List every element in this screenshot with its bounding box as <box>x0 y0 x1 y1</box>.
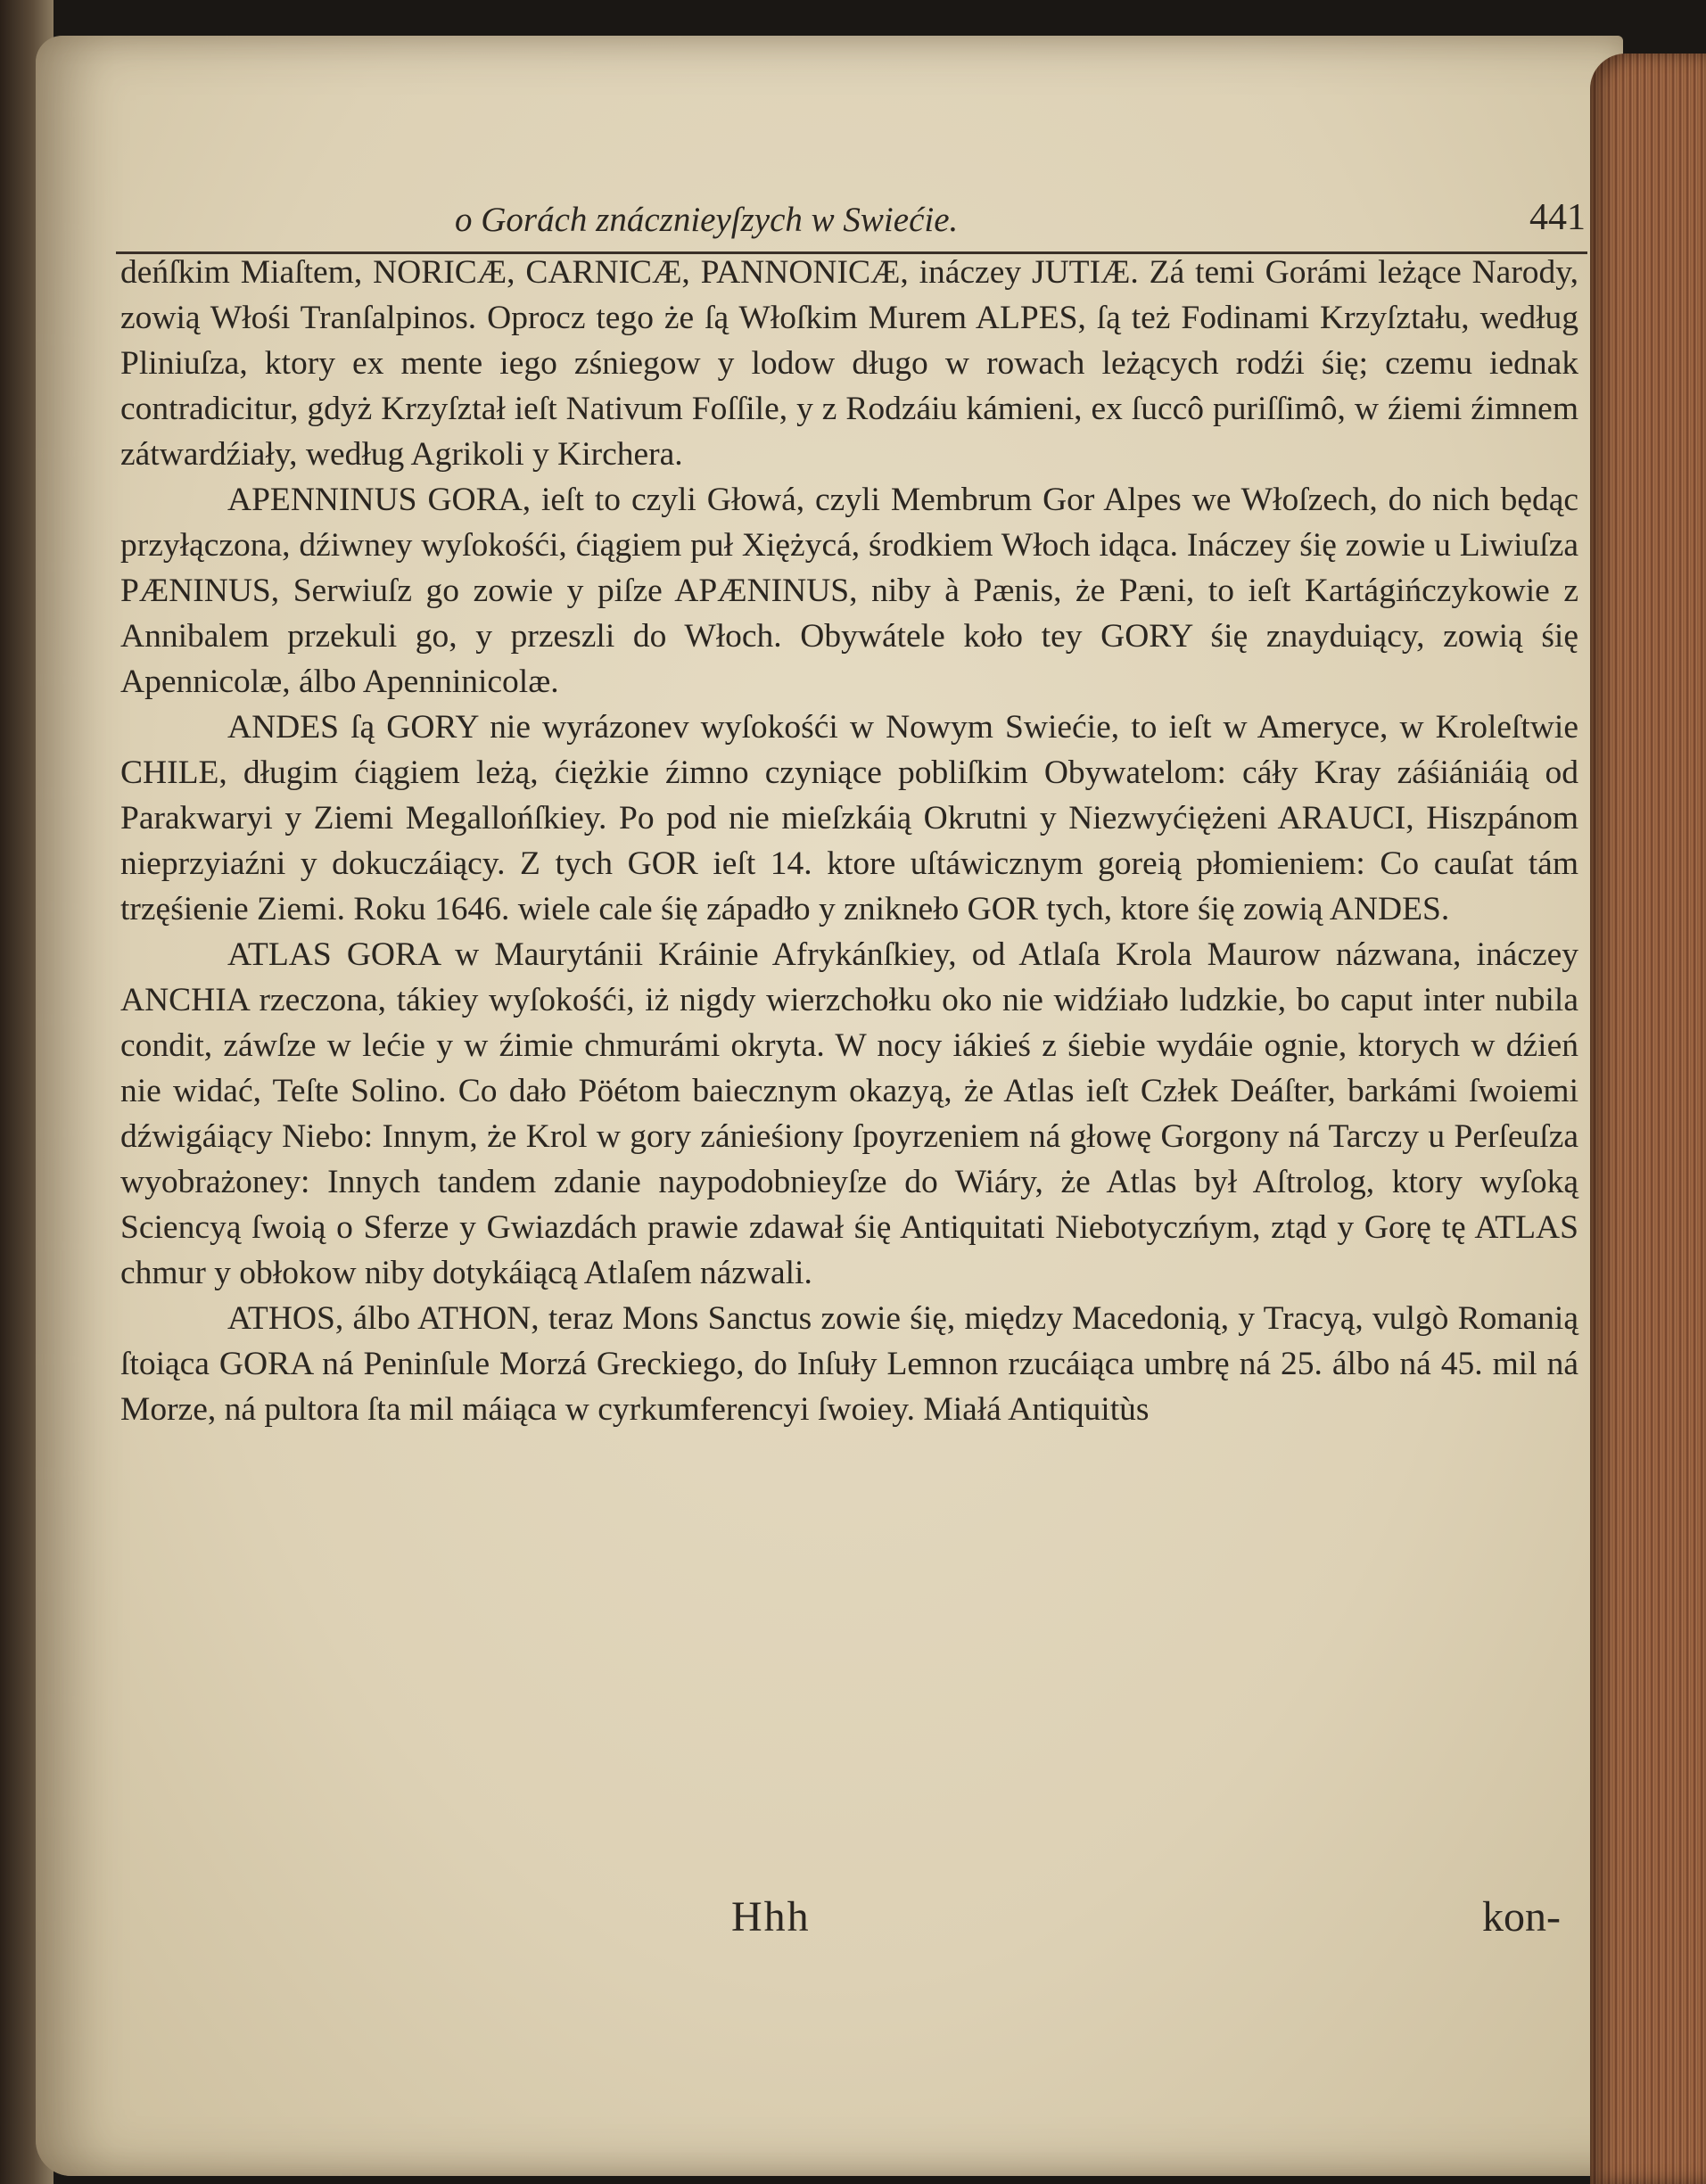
paragraph-apenninus: APENNINUS GORA, ieſt to czyli Głowá, czyli Membrum Gor Alpes we Włoſzech, do nich będąc przyłączona, dźiwney wyſokośći, ćiągiem puł Xiężycá, środkiem Włoch idąca. Ináczey śię zowie u Liwiuſza PÆNINUS, Serwiuſz go zowie y piſze APÆNINUS, niby à Pænis, że Pæni, to ieſt Kartágińczykowie z Annibalem przekuli go, y przeszli do Włoch. Obywátele koło tey GORY śię znayduiący, zowią śię Apennicolæ, álbo Apenninicolæ. <box>120 482 1578 700</box>
page-title: o Gorách znácznieyſzych w Swiećie. <box>455 201 959 239</box>
page-edges <box>1590 54 1706 2184</box>
paragraph-andes: ANDES ſą GORY nie wyrázonev wyſokośći w Nowym Swiećie, to ieſt w Ameryce, w Kroleſtwie CHILE, długim ćiągiem leżą, ćiężkie źimno czyniące pobliſkim Obywatelom: cáły Kray záśiániáią od Parakwaryi y Ziemi Megallońſkiey. Po pod nie mieſzkáią Okrutni y Niezwyćiężeni ARAUCI, Hiszpánom nieprzyiaźni y dokuczáiący. Z tych GOR ieſt 14. ktore uſtáwicznym goreią płomieniem: Co cauſat tám trzęśienie Ziemi. Roku 1646. wiele cale śię západło y znikneło GOR tych, ktore śię zowią ANDES. <box>120 709 1578 927</box>
signature-mark: Hhh <box>731 1893 811 1941</box>
paragraph-athos: ATHOS, álbo ATHON, teraz Mons Sanctus zowie śię, między Macedonią, y Tracyą, vulgò Romanią ſtoiąca GORA ná Peninſule Morzá Greckiego, do Inſuły Lemnon rzucáiąca umbrę ná 25. álbo ná 45. mil ná Morze, ná pultora ſta mil máiąca w cyrkumferencyi ſwoiey. Miałá Antiquitùs <box>120 1300 1578 1428</box>
paragraph-noricae: deńſkim Miaſtem, NORICÆ, CARNICÆ, PANNONICÆ, ináczey JUTIÆ. Zá temi Gorámi leżące Narody, zowią Włośi Tranſalpinos. Oprocz tego że ſą Włoſkim Murem ALPES, ſą też Fodinami Krzyſztału, według Pliniuſza, ktory ex mente iego zśniegow y lodow długo w rowach leżących rodźi śię; czemu iednak contradicitur, gdyż Krzyſztał ieſt Nativum Foſſile, y z Rodzáiu kámieni, ex ſuccô puriſſimô, w źiemi źimnem zátwardźiały, według Agrikoli y Kirchera. <box>120 254 1578 473</box>
page-number: 441 <box>1529 197 1586 238</box>
page-footer <box>120 1892 1561 1946</box>
body-text <box>120 250 1578 1432</box>
paragraph-atlas: ATLAS GORA w Maurytánii Kráinie Afrykánſkiey, od Atlaſa Krola Maurow názwana, ináczey ANCHIA rzeczona, tákiey wyſokośći, iż nigdy wierzchołku oko nie widźiało ludzkie, bo caput inter nubila condit, záwſze w lećie y w źimie chmurámi okryta. W nocy iákieś z śiebie wydáie ognie, ktorych w dźień nie widać, Teſte Solino. Co dało Pöétom baiecznym okazyą, że Atlas ieſt Człek Deáſter, barkámi ſwoiemi dźwigáiący Niebo: Innym, że Krol w gory zánieśiony ſpoyrzeniem ná głowę Gorgony ná Tarczy u Perſeuſza wyobrażoney: Innych tandem zdanie naypodobnieyſze do Wiáry, że Atlas był Aſtrolog, ktory wyſoką Sciencyą ſwoią o Sferze y Gwiazdách prawie zdawał śię Antiquitati Niebotyczńym, ztąd y Gorę tę ATLAS chmur y obłokow niby dotykáiącą Atlaſem názwali. <box>120 936 1578 1291</box>
catchword: kon- <box>1482 1893 1561 1941</box>
running-head <box>116 198 1587 254</box>
